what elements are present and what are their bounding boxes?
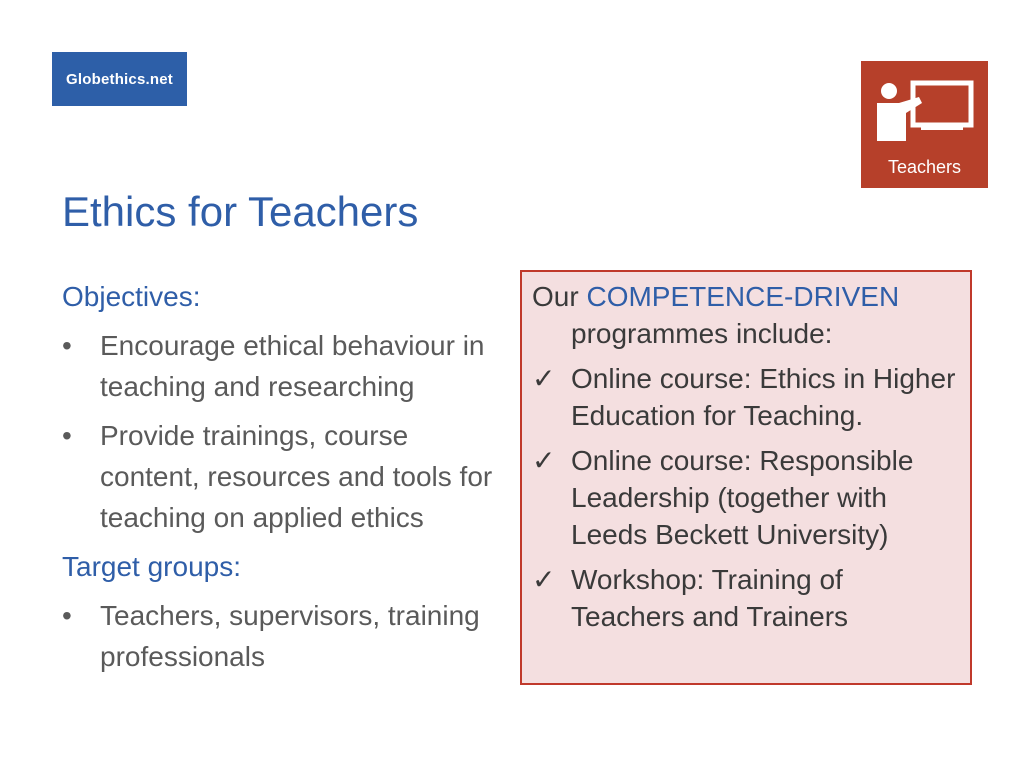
checkmark-icon: ✓ bbox=[532, 564, 556, 595]
teachers-label: Teachers bbox=[887, 157, 962, 177]
objective-text: Encourage ethical behaviour in teaching and researching bbox=[100, 330, 485, 402]
target-text: Teachers, supervisors, training professionals bbox=[100, 600, 480, 672]
objective-item bbox=[62, 415, 502, 538]
programme-text: Online course: Ethics in Higher Education for Teaching. bbox=[571, 363, 956, 431]
target-groups-heading: Target groups: bbox=[62, 551, 241, 582]
programmes-intro bbox=[532, 278, 960, 315]
programme-text: Workshop: Training of Teachers and Trainers bbox=[571, 564, 849, 632]
objective-item bbox=[62, 325, 502, 407]
intro-highlight: COMPETENCE-DRIVEN bbox=[586, 281, 900, 312]
objectives-heading: Objectives: bbox=[62, 281, 201, 312]
intro-prefix: Our bbox=[532, 281, 579, 312]
objective-text: Provide trainings, course content, resources and tools for teaching on applied ethics bbox=[100, 420, 493, 533]
teachers-icon bbox=[861, 61, 988, 188]
bullet-icon: • bbox=[62, 330, 72, 361]
globethics-logo bbox=[52, 52, 187, 106]
slide-title: Ethics for Teachers bbox=[62, 188, 419, 235]
target-item bbox=[62, 595, 502, 677]
checkmark-icon: ✓ bbox=[532, 445, 556, 476]
bullet-icon: • bbox=[62, 420, 72, 451]
logo-text: Globethics.net bbox=[66, 70, 173, 88]
programmes-box bbox=[520, 270, 972, 685]
programme-item bbox=[532, 442, 960, 553]
checkmark-icon: ✓ bbox=[532, 363, 556, 394]
left-column bbox=[62, 276, 502, 677]
programme-item bbox=[532, 561, 960, 635]
programme-text: Online course: Responsible Leadership (together with Leeds Beckett University) bbox=[571, 445, 914, 550]
intro-suffix: programmes include: bbox=[571, 318, 833, 349]
bullet-icon: • bbox=[62, 600, 72, 631]
programme-item bbox=[532, 360, 960, 434]
